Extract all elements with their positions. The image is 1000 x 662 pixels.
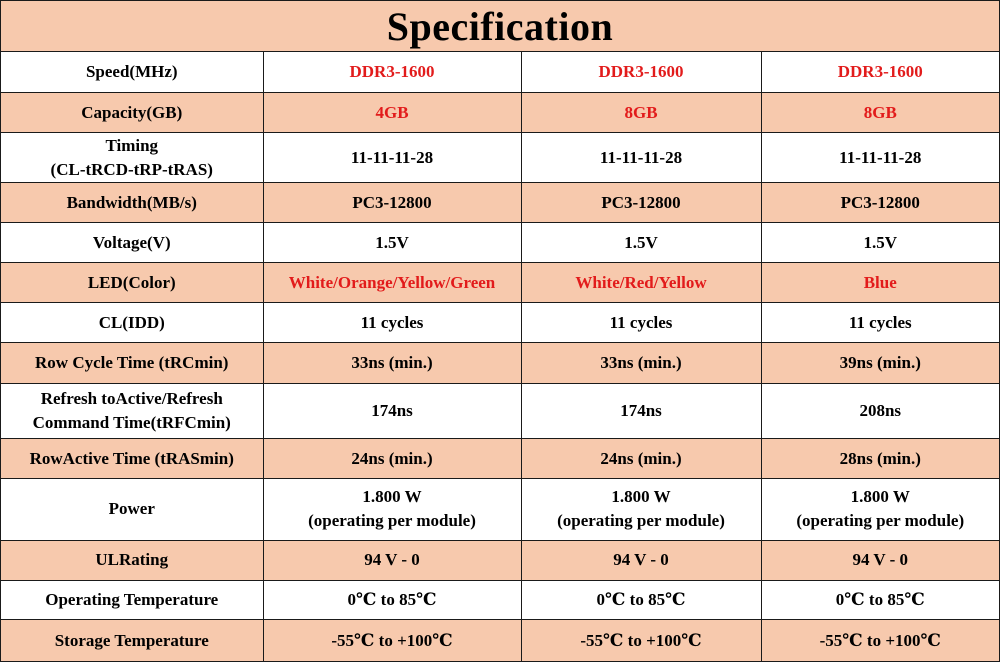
cell-value: 1.5V (624, 232, 658, 252)
cell-value: 28ns (min.) (839, 448, 921, 468)
cell-value: (operating per module) (796, 511, 965, 531)
table-cell (761, 384, 999, 439)
cell-value: 11 cycles (609, 312, 673, 332)
cell-value: 24ns (min.) (600, 448, 682, 468)
table-cell (521, 439, 761, 479)
table-row (1, 384, 999, 439)
table-row (1, 263, 999, 303)
table-cell (521, 303, 761, 343)
cell-value: 11-11-11-28 (839, 147, 922, 167)
table-row (1, 540, 999, 580)
cell-value: PC3-12800 (840, 192, 920, 212)
row-label-line: Bandwidth(MB/s) (66, 192, 197, 212)
table-cell (521, 133, 761, 183)
cell-value: 208ns (859, 401, 902, 421)
cell-value: 39ns (min.) (839, 353, 921, 373)
row-label (1, 343, 263, 384)
table-cell (521, 223, 761, 263)
table-cell (761, 343, 999, 384)
cell-value: 0℃ to 85℃ (347, 589, 437, 609)
table-row (1, 183, 999, 223)
cell-value: DDR3-1600 (349, 62, 435, 82)
cell-value: 1.5V (863, 232, 898, 252)
row-label-line: ULRating (95, 550, 169, 570)
row-label-line: Refresh toActive/Refresh (40, 389, 223, 409)
table-cell (263, 303, 521, 343)
table-cell (263, 384, 521, 439)
cell-value: 174ns (620, 401, 662, 421)
row-label (1, 303, 263, 343)
table-cell (263, 540, 521, 580)
row-label (1, 93, 263, 133)
table-row (1, 439, 999, 479)
table-cell (263, 93, 521, 133)
table-cell (761, 439, 999, 479)
table-cell (521, 263, 761, 303)
row-label-line: Capacity(GB) (81, 102, 183, 122)
table-row (1, 620, 999, 661)
cell-value: -55℃ to +100℃ (580, 630, 702, 650)
cell-value: 0℃ to 85℃ (835, 589, 925, 609)
table-cell (521, 479, 761, 540)
table-cell (761, 620, 999, 661)
row-label-line: Operating Temperature (45, 589, 219, 609)
row-label (1, 183, 263, 223)
table-row (1, 343, 999, 384)
cell-value: 1.800 W (611, 487, 671, 507)
table-row (1, 133, 999, 183)
cell-value: PC3-12800 (601, 192, 681, 212)
cell-value: Blue (863, 272, 897, 292)
table-row (1, 93, 999, 133)
row-label-line: LED(Color) (87, 272, 176, 292)
row-label-line: Row Cycle Time (tRCmin) (35, 353, 229, 373)
row-label-line: CL(IDD) (98, 312, 165, 332)
cell-value: DDR3-1600 (598, 62, 684, 82)
cell-value: 0℃ to 85℃ (596, 589, 686, 609)
table-cell (521, 343, 761, 384)
table-cell (761, 93, 999, 133)
cell-value: 24ns (min.) (351, 448, 433, 468)
row-label (1, 384, 263, 439)
table-cell (761, 479, 999, 540)
table-cell (761, 183, 999, 223)
cell-value: White/Orange/Yellow/Green (288, 272, 496, 292)
cell-value: 8GB (624, 102, 658, 122)
cell-value: PC3-12800 (352, 192, 432, 212)
cell-value: 94 V - 0 (364, 550, 420, 570)
cell-value: 1.800 W (362, 487, 422, 507)
row-label (1, 620, 263, 661)
row-label (1, 263, 263, 303)
row-label (1, 439, 263, 479)
table-row (1, 52, 999, 93)
page-title: Specification (1, 1, 999, 52)
table-row (1, 479, 999, 540)
table-cell (761, 52, 999, 93)
table-cell (263, 580, 521, 620)
row-label-line: Timing (105, 135, 159, 155)
cell-value: 1.800 W (850, 487, 910, 507)
table-cell (521, 540, 761, 580)
table-cell (263, 183, 521, 223)
row-label-line: Command Time(tRFCmin) (32, 413, 231, 433)
row-label (1, 52, 263, 93)
spec-table (1, 52, 999, 661)
row-label-line: (CL-tRCD-tRP-tRAS) (50, 159, 213, 179)
row-label-line: Storage Temperature (54, 630, 209, 650)
table-cell (263, 52, 521, 93)
table-cell (761, 580, 999, 620)
table-cell (263, 343, 521, 384)
cell-value: 11-11-11-28 (599, 147, 683, 167)
row-label (1, 223, 263, 263)
cell-value: White/Red/Yellow (575, 272, 707, 292)
cell-value: -55℃ to +100℃ (331, 630, 453, 650)
table-cell (521, 620, 761, 661)
table-cell (761, 263, 999, 303)
cell-value: 33ns (min.) (600, 353, 682, 373)
table-cell (263, 439, 521, 479)
cell-value: 4GB (375, 102, 409, 122)
table-cell (263, 620, 521, 661)
table-cell (521, 52, 761, 93)
row-label-line: RowActive Time (tRASmin) (29, 448, 234, 468)
table-row (1, 223, 999, 263)
table-cell (521, 384, 761, 439)
cell-value: 11 cycles (848, 312, 912, 332)
row-label (1, 479, 263, 540)
table-cell (521, 580, 761, 620)
table-cell (761, 303, 999, 343)
row-label-line: Power (108, 499, 155, 519)
cell-value: 11 cycles (360, 312, 424, 332)
cell-value: 94 V - 0 (852, 550, 909, 570)
cell-value: 174ns (371, 401, 413, 421)
row-label (1, 133, 263, 183)
cell-value: 8GB (863, 102, 897, 122)
table-cell (521, 183, 761, 223)
table-cell (263, 479, 521, 540)
row-label (1, 580, 263, 620)
table-row (1, 580, 999, 620)
row-label-line: Voltage(V) (92, 232, 171, 252)
cell-value: DDR3-1600 (837, 62, 923, 82)
table-cell (263, 223, 521, 263)
table-cell (761, 540, 999, 580)
table-cell (761, 133, 999, 183)
table-cell (761, 223, 999, 263)
table-cell (263, 133, 521, 183)
spec-table-body (1, 52, 999, 661)
table-cell (521, 93, 761, 133)
cell-value: (operating per module) (557, 511, 725, 531)
table-row (1, 303, 999, 343)
row-label-line: Speed(MHz) (85, 62, 178, 82)
cell-value: (operating per module) (308, 511, 476, 531)
cell-value: 11-11-11-28 (350, 147, 434, 167)
cell-value: 33ns (min.) (351, 353, 433, 373)
cell-value: 1.5V (375, 232, 409, 252)
cell-value: 94 V - 0 (613, 550, 669, 570)
row-label (1, 540, 263, 580)
cell-value: -55℃ to +100℃ (819, 630, 941, 650)
table-cell (263, 263, 521, 303)
